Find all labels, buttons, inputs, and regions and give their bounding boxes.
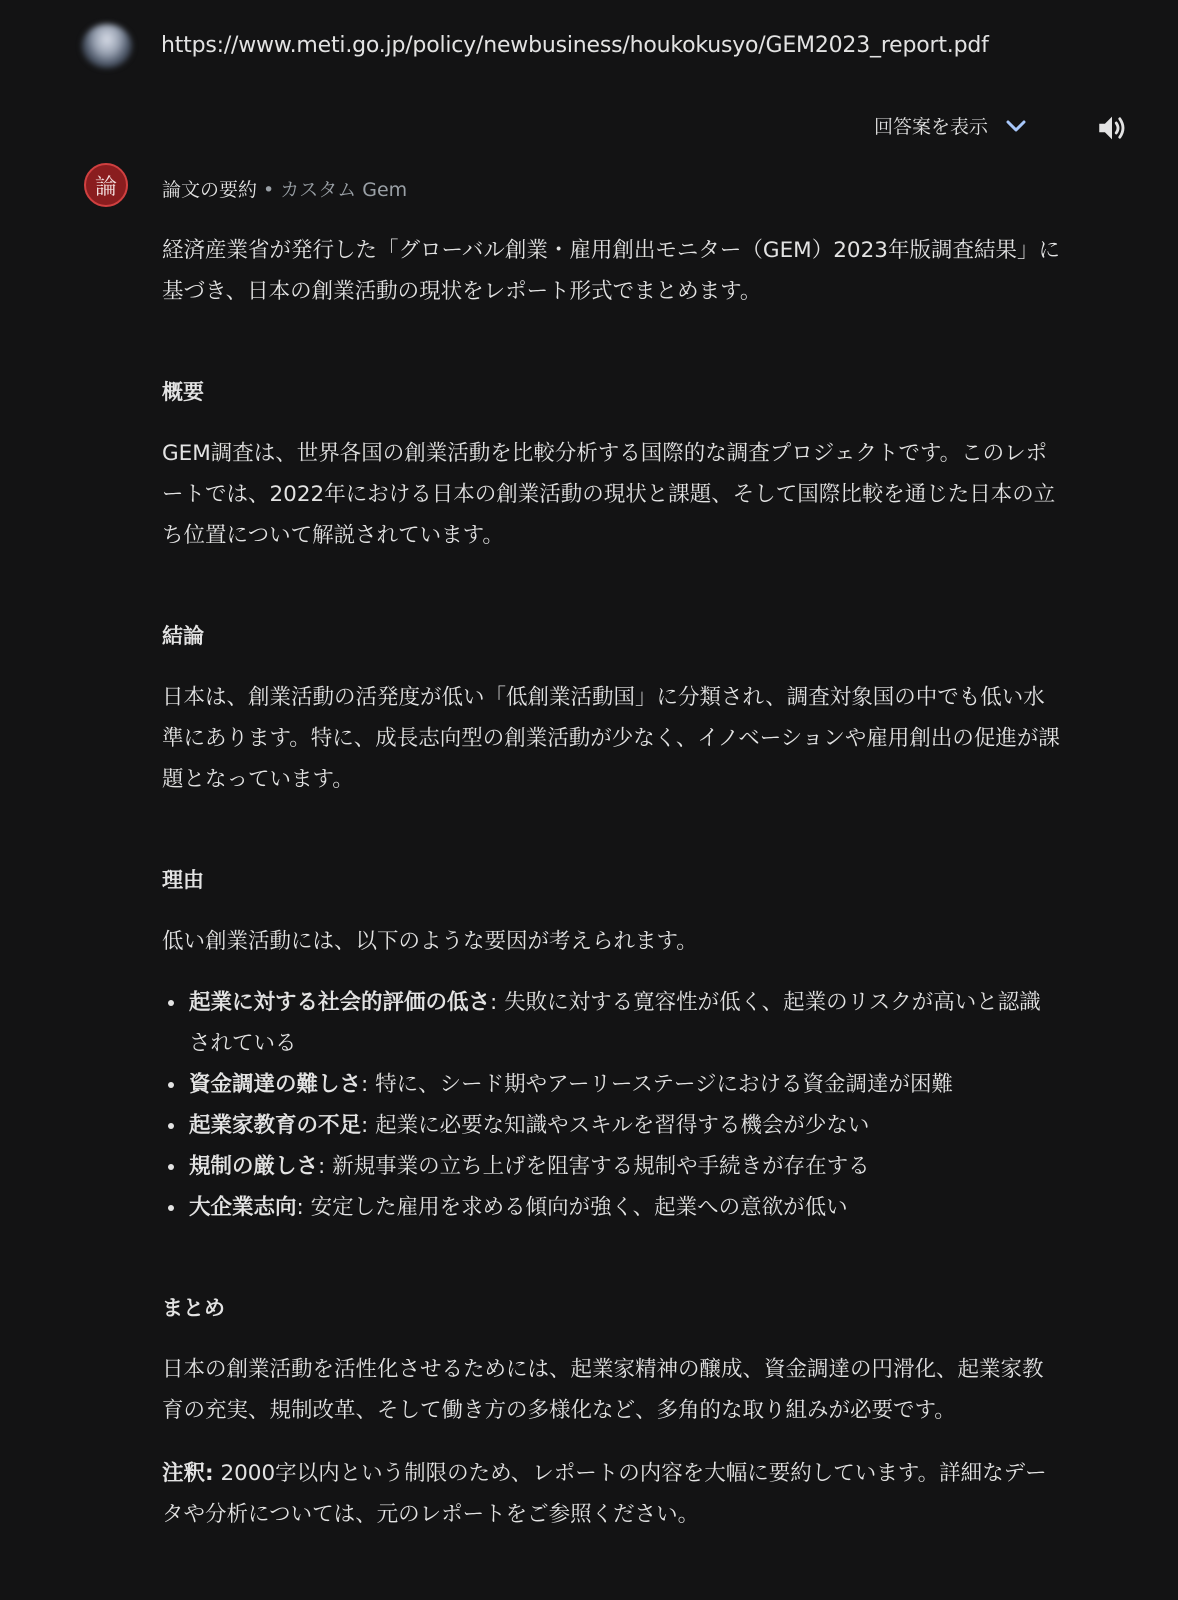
chevron-down-icon	[1004, 114, 1028, 138]
list-item	[162, 1187, 1062, 1228]
overview-heading: 概要	[162, 380, 204, 404]
read-aloud-button[interactable]	[1095, 111, 1129, 145]
list-item	[162, 1105, 1062, 1146]
note-label: 注釈:	[162, 1461, 214, 1486]
show-drafts-label: 回答案を表示	[874, 116, 989, 138]
conclusion-body: 日本は、創業活動の活発度が低い「低創業活動国」に分類され、調査対象国の中でも低い水準にあります。特に、成長志向型の創業活動が少なく、イノベーションや雇用創出の促進が課題となっています。	[162, 685, 1060, 792]
reasons-heading: 理由	[162, 868, 204, 892]
overview-body: GEM調査は、世界各国の創業活動を比較分析する国際的な調査プロジェクトです。このレポートでは、2022年における日本の創業活動の現状と課題、そして国際比較を通じた日本の立ち位置について解説されています。	[162, 441, 1056, 548]
user-avatar	[82, 24, 132, 68]
gem-type-label: カスタム Gem	[280, 179, 408, 201]
note-text: 2000字以内という制限のため、レポートの内容を大幅に要約しています。詳細なデータや分析については、元のレポートをご参照ください。	[162, 1461, 1047, 1527]
show-drafts-button[interactable]	[874, 112, 1028, 139]
reason-term: 起業に対する社会的評価の低さ	[189, 990, 491, 1015]
gem-title	[162, 175, 407, 202]
reason-term: 大企業志向	[189, 1195, 297, 1220]
reason-term: 資金調達の難しさ	[189, 1072, 362, 1097]
gem-name: 論文の要約	[162, 179, 258, 201]
list-item	[162, 1146, 1062, 1187]
user-message-url: https://www.meti.go.jp/policy/newbusiness/houkokusyo/GEM2023_report.pdf	[161, 33, 989, 58]
summary-heading: まとめ	[162, 1296, 225, 1320]
gem-header	[84, 163, 1138, 213]
note	[162, 1453, 1062, 1535]
user-message-row	[82, 20, 1138, 80]
reason-text: : 新規事業の立ち上げを阻害する規制や手続きが存在する	[318, 1154, 870, 1179]
reasons-list	[162, 982, 1062, 1228]
reason-text: : 特に、シード期やアーリーステージにおける資金調達が困難	[361, 1072, 954, 1097]
list-item	[162, 982, 1062, 1064]
response-body	[162, 230, 1062, 1535]
reason-text: : 安定した雇用を求める傾向が強く、起業への意欲が低い	[296, 1195, 848, 1220]
list-item	[162, 1064, 1062, 1105]
gem-avatar-char: 論	[94, 174, 117, 200]
gem-avatar	[84, 163, 128, 207]
gem-separator: •	[263, 179, 275, 201]
response-intro: 経済産業省が発行した「グローバル創業・雇用創出モニター（GEM）2023年版調査結果」に基づき、日本の創業活動の現状をレポート形式でまとめます。	[162, 238, 1060, 304]
reason-text: : 起業に必要な知識やスキルを習得する機会が少ない	[361, 1113, 870, 1138]
reasons-lead: 低い創業活動には、以下のような要因が考えられます。	[162, 929, 698, 954]
reason-term: 起業家教育の不足	[189, 1113, 362, 1138]
speaker-icon	[1095, 111, 1129, 145]
reason-term: 規制の厳しさ	[189, 1154, 319, 1179]
reason-text: : 失敗に対する寛容性が低く、起業のリスクが高いと認識されている	[189, 990, 1041, 1056]
summary-body: 日本の創業活動を活性化させるためには、起業家精神の醸成、資金調達の円滑化、起業家教育の充実、規制改革、そして働き方の多様化など、多角的な取り組みが必要です。	[162, 1357, 1044, 1423]
conclusion-heading: 結論	[162, 624, 204, 648]
